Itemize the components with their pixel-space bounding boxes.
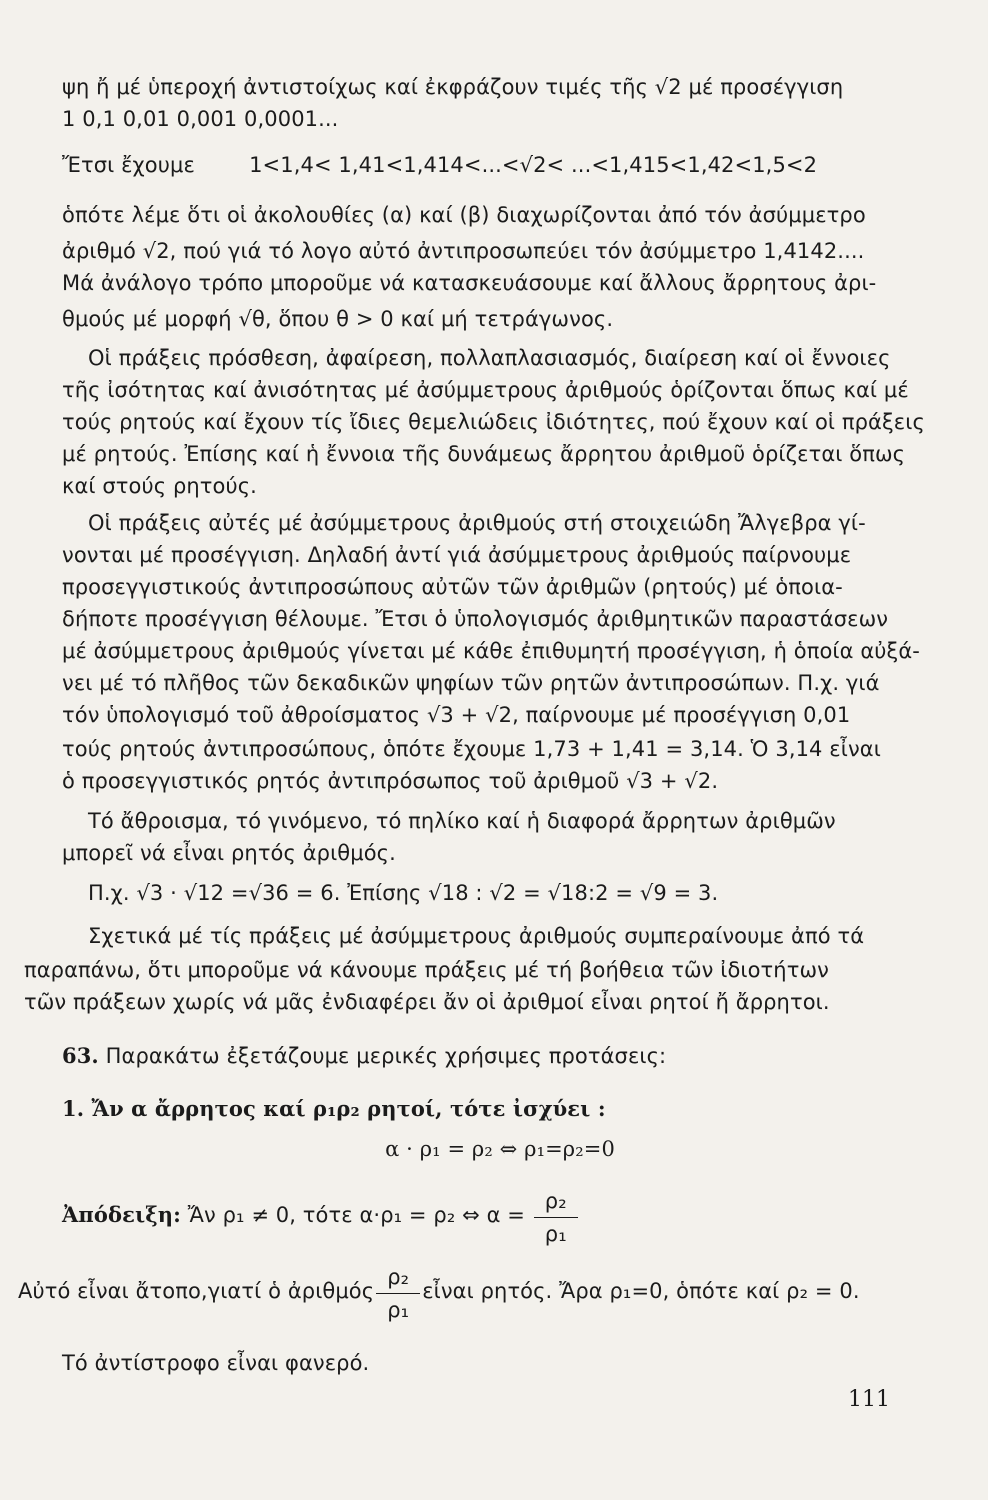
text-line: ψη ἤ μέ ὑπεροχή ἀντιστοίχως καί ἐκφράζουν τιμές τῆς √2 μέ προσέγγιση xyxy=(62,75,844,99)
text-line: μέ ἀσύμμετρους ἀριθμούς γίνεται μέ κάθε ἐπιθυμητή προσέγγιση, ἡ ὁποία αὐξά- xyxy=(62,639,920,663)
fraction-denominator: ρ₁ xyxy=(544,1222,567,1246)
text-line: τῶν πράξεων χωρίς νά μᾶς ἐνδιαφέρει ἄν οἱ ἀριθμοί εἶναι ρητοί ἤ ἄρρητοι. xyxy=(24,990,830,1014)
text-line: μέ ρητούς. Ἐπίσης καί ἡ ἔννοια τῆς δυνάμεως ἄρρητου ἀριθμοῦ ὁρίζεται ὅπως xyxy=(62,442,906,466)
section-text: Παρακάτω ἐξετάζουμε μερικές χρήσιμες προτάσεις: xyxy=(105,1044,667,1068)
text-line: μπορεῖ νά εἶναι ρητός ἀριθμός. xyxy=(62,841,396,865)
paragraph-start: Σχετικά μέ τίς πράξεις μέ ἀσύμμετρους ἀριθμούς συμπεραίνουμε ἀπό τά xyxy=(88,924,865,948)
fraction-denominator: ρ₁ xyxy=(387,1298,410,1322)
text-line: τούς ρητούς καί ἔχουν τίς ἴδιες θεμελιώδεις ἰδιότητες, πού ἔχουν καί οἱ πράξεις xyxy=(62,410,925,434)
proof-label: Ἀπόδειξη: xyxy=(62,1202,181,1227)
text-line: Ἔτσι ἔχουμε 1<1,4< 1,41<1,414<...<√2< ...<1,415<1,42<1,5<2 xyxy=(62,153,818,177)
text-line: τόν ὑπολογισμό τοῦ ἀθροίσματος √3 + √2, παίρνουμε μέ προσέγγιση 0,01 xyxy=(62,703,851,727)
proof-fraction xyxy=(532,1189,580,1246)
text-line: νει μέ τό πλῆθος τῶν δεκαδικῶν ψηφίων τῶν ρητῶν ἀντιπροσώπων. Π.χ. γιά xyxy=(62,671,880,695)
text-line: προσεγγιστικούς ἀντιπροσώπους αὐτῶν τῶν ἀριθμῶν (ρητούς) μέ ὁποια- xyxy=(62,575,843,599)
text-line: δήποτε προσέγγιση θέλουμε. Ἔτσι ὁ ὑπολογισμός ἀριθμητικῶν παραστάσεων xyxy=(62,607,889,631)
conclusion-line xyxy=(18,1265,918,1322)
fraction-numerator: ρ₂ xyxy=(544,1189,567,1213)
text-line: παραπάνω, ὅτι μποροῦμε νά κάνουμε πράξεις μέ τή βοήθεια τῶν ἰδιοτήτων xyxy=(24,958,829,982)
section-number: 63. xyxy=(62,1043,99,1068)
closing-line: Τό ἀντίστροφο εἶναι φανερό. xyxy=(62,1351,370,1375)
text-line: τῆς ἰσότητας καί ἀνισότητας μέ ἀσύμμετρους ἀριθμούς ὁρίζονται ὅπως καί μέ xyxy=(62,378,909,402)
paragraph-start: Οἱ πράξεις πρόσθεση, ἀφαίρεση, πολλαπλασιασμός, διαίρεση καί οἱ ἔννοιες xyxy=(88,346,891,370)
paragraph-start: Οἱ πράξεις αὐτές μέ ἀσύμμετρους ἀριθμούς στή στοιχειώδη Ἄλγεβρα γί- xyxy=(88,511,866,535)
text-line: Μά ἀνάλογο τρόπο μποροῦμε νά κατασκευάσουμε καί ἄλλους ἄρρητους ἀρι- xyxy=(62,271,877,295)
text-line: ὁ προσεγγιστικός ρητός ἀντιπρόσωπος τοῦ ἀριθμοῦ √3 + √2. xyxy=(62,769,719,793)
text-line: 1 0,1 0,01 0,001 0,0001... xyxy=(62,107,339,131)
proof-line xyxy=(62,1189,932,1246)
example-line: Π.χ. √3 · √12 =√36 = 6. Ἐπίσης √18 : √2 = √18:2 = √9 = 3. xyxy=(88,881,719,905)
fraction-numerator: ρ₂ xyxy=(387,1265,410,1289)
fraction-bar xyxy=(534,1217,578,1218)
section-heading xyxy=(62,1041,886,1071)
text-line: καί στούς ρητούς. xyxy=(62,474,257,498)
text-line: ἀριθμό √2, πού γιά τό λογο αὐτό ἀντιπροσωπεύει τόν ἀσύμμετρο 1,4142.... xyxy=(62,239,865,263)
conclusion-start: Αὐτό εἶναι ἄτοπο,γιατί ὁ ἀριθμός xyxy=(18,1279,375,1303)
text-line: ὁπότε λέμε ὅτι οἱ ἀκολουθίες (α) καί (β) διαχωρίζονται ἀπό τόν ἀσύμμετρο xyxy=(62,203,866,227)
conclusion-end: εἶναι ρητός. Ἄρα ρ₁=0, ὁπότε καί ρ₂ = 0. xyxy=(422,1279,860,1303)
text-line: θμούς μέ μορφή √θ, ὅπου θ > 0 καί μή τετράγωνος. xyxy=(62,307,614,331)
conclusion-fraction xyxy=(374,1265,422,1322)
fraction-bar xyxy=(376,1293,420,1294)
text-line: τούς ρητούς ἀντιπροσώπους, ὁπότε ἔχουμε 1,73 + 1,41 = 3,14. Ὁ 3,14 εἶναι xyxy=(62,737,881,761)
text-line: νονται μέ προσέγγιση. Δηλαδή ἀντί γιά ἀσύμμετρους ἀριθμούς παίρνουμε xyxy=(62,543,852,567)
proof-text: Ἄν ρ₁ ≠ 0, τότε α·ρ₁ = ρ₂ ⇔ α = xyxy=(187,1203,525,1227)
proposition-formula: α · ρ₁ = ρ₂ ⇔ ρ₁=ρ₂=0 xyxy=(385,1137,615,1161)
paragraph-start: Τό ἄθροισμα, τό γινόμενο, τό πηλίκο καί ἡ διαφορά ἄρρητων ἀριθμῶν xyxy=(88,809,836,833)
page-number: 111 xyxy=(848,1387,890,1412)
proposition: 1. Ἄν α ἄρρητος καί ρ₁ρ₂ ρητοί, τότε ἰσχύει : xyxy=(62,1096,606,1121)
